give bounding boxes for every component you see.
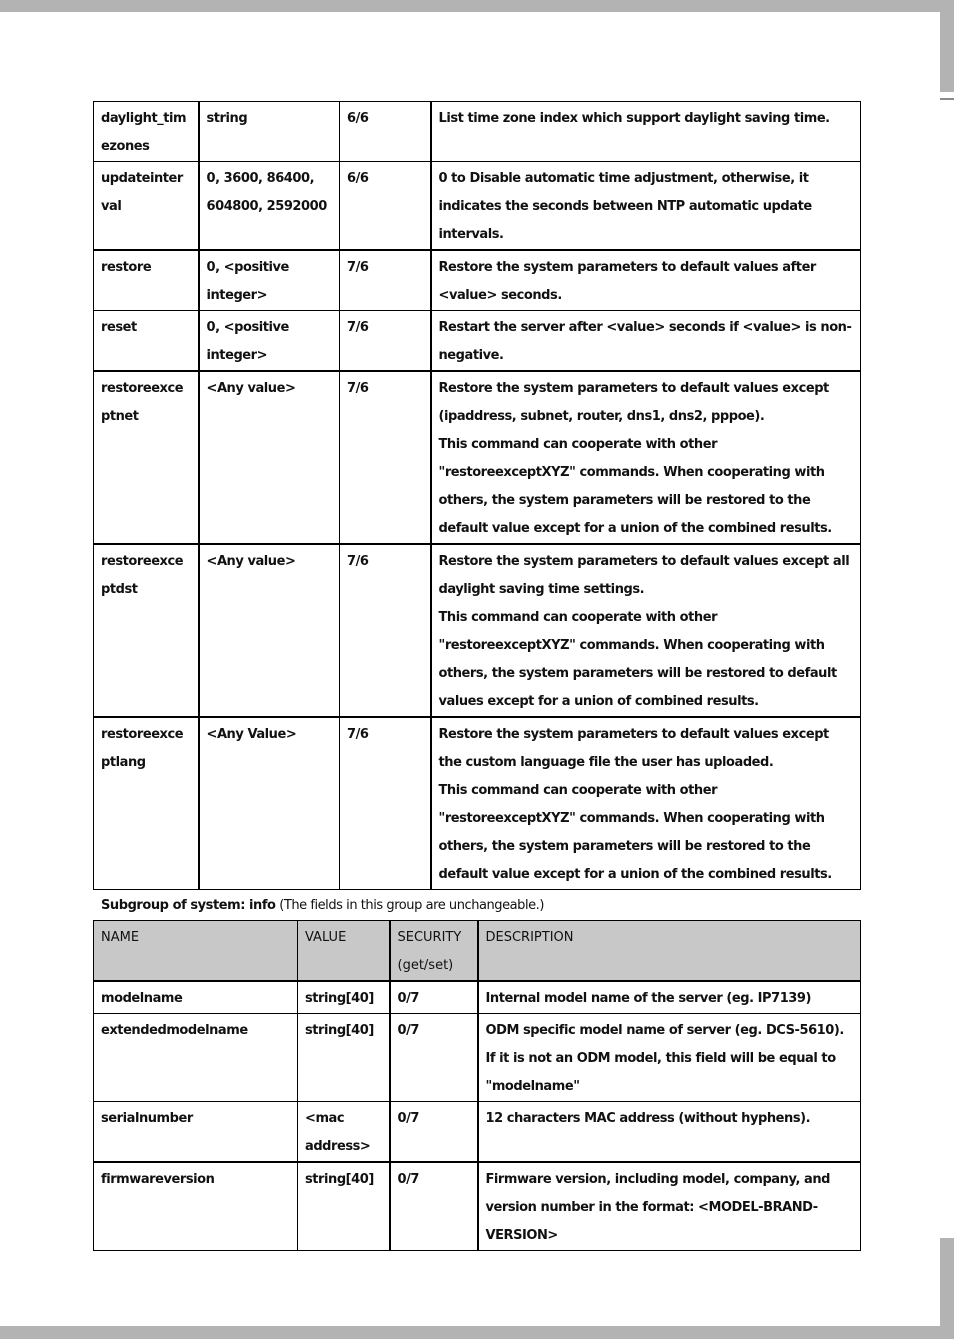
subgroup-label: Subgroup of system: info xyxy=(101,898,276,913)
description-line: Restore the system parameters to default values except all daylight saving time settings. xyxy=(438,554,850,597)
param-description: ODM specific model name of server (eg. DCS-5610). If it is not an ODM model, this field will be equal to "modelname" xyxy=(478,1014,861,1102)
table-row xyxy=(94,1162,861,1251)
param-name: restore xyxy=(94,250,199,311)
param-name: serialnumber xyxy=(94,1102,298,1163)
param-description: 12 characters MAC address (without hyphens). xyxy=(478,1102,861,1163)
page-frame-right-top xyxy=(940,12,954,92)
table-row xyxy=(94,1014,861,1102)
param-value: 0, 3600, 86400, 604800, 2592000 xyxy=(199,162,340,251)
param-security: 7/6 xyxy=(340,544,431,717)
param-name: extendedmodelname xyxy=(94,1014,298,1102)
param-name: restoreexceptnet xyxy=(94,371,199,544)
subgroup-heading xyxy=(101,895,544,917)
param-value: string[40] xyxy=(298,981,390,1014)
param-value: string[40] xyxy=(298,1162,390,1251)
param-description xyxy=(431,717,861,890)
table-row xyxy=(94,162,861,251)
param-security: 7/6 xyxy=(340,717,431,890)
param-security: 0/7 xyxy=(390,1102,478,1163)
param-name: updateinterval xyxy=(94,162,199,251)
system-info-table xyxy=(93,920,861,1251)
param-name: modelname xyxy=(94,981,298,1014)
param-name: restoreexceptdst xyxy=(94,544,199,717)
table-row xyxy=(94,371,861,544)
table-row xyxy=(94,102,861,162)
param-description: Restore the system parameters to default values after <value> seconds. xyxy=(431,250,861,311)
page-frame-right-bottom xyxy=(940,1238,954,1326)
param-description xyxy=(431,544,861,717)
param-value: <Any value> xyxy=(199,544,340,717)
param-security: 0/7 xyxy=(390,1162,478,1251)
table-row xyxy=(94,1102,861,1163)
page-frame-top xyxy=(0,0,954,12)
description-line: Restore the system parameters to default values except the custom language file the user has uploaded. xyxy=(438,727,829,770)
param-security: 6/6 xyxy=(340,162,431,251)
header-name: NAME xyxy=(94,921,298,982)
page-frame-bottom xyxy=(0,1326,954,1339)
table-header-row xyxy=(94,921,861,982)
page-frame-right-line xyxy=(940,98,954,100)
param-description xyxy=(431,371,861,544)
description-note: This command can cooperate with other "restoreexceptXYZ" commands. When cooperating with others, the system parameters will be restored to the default value except for a union of the combined results. xyxy=(438,783,832,882)
param-value: 0, <positive integer> xyxy=(199,311,340,372)
header-value: VALUE xyxy=(298,921,390,982)
param-description: Firmware version, including model, company, and version number in the format: <MODEL-BRAND-VERSION> xyxy=(478,1162,861,1251)
param-value: string[40] xyxy=(298,1014,390,1102)
param-description: Restart the server after <value> seconds if <value> is non-negative. xyxy=(431,311,861,372)
param-security: 7/6 xyxy=(340,371,431,544)
param-description: List time zone index which support daylight saving time. xyxy=(431,102,861,162)
param-value: 0, <positive integer> xyxy=(199,250,340,311)
param-security: 7/6 xyxy=(340,311,431,372)
param-value: <Any value> xyxy=(199,371,340,544)
header-security: SECURITY (get/set) xyxy=(390,921,478,982)
subgroup-note: (The fields in this group are unchangeable.) xyxy=(275,898,544,913)
description-note: This command can cooperate with other "restoreexceptXYZ" commands. When cooperating with others, the system parameters will be restored to default values except for a union of combined results. xyxy=(438,610,837,709)
param-value: string xyxy=(199,102,340,162)
description-note: This command can cooperate with other "restoreexceptXYZ" commands. When cooperating with others, the system parameters will be restored to the default value except for a union of the combined results. xyxy=(438,437,832,536)
param-name: firmwareversion xyxy=(94,1162,298,1251)
param-name: daylight_timezones xyxy=(94,102,199,162)
table-row xyxy=(94,544,861,717)
table-row xyxy=(94,250,861,311)
param-security: 7/6 xyxy=(340,250,431,311)
description-line: Restore the system parameters to default values except (ipaddress, subnet, router, dns1, dns2, pppoe). xyxy=(438,381,829,424)
param-name: restoreexceptlang xyxy=(94,717,199,890)
table-row xyxy=(94,981,861,1014)
system-parameters-table xyxy=(93,101,861,890)
table-row xyxy=(94,717,861,890)
table-row xyxy=(94,311,861,372)
param-security: 0/7 xyxy=(390,981,478,1014)
param-value: <Any Value> xyxy=(199,717,340,890)
param-value: <mac address> xyxy=(298,1102,390,1163)
header-description: DESCRIPTION xyxy=(478,921,861,982)
param-name: reset xyxy=(94,311,199,372)
param-description: 0 to Disable automatic time adjustment, otherwise, it indicates the seconds between NTP automatic update intervals. xyxy=(431,162,861,251)
param-description: Internal model name of the server (eg. IP7139) xyxy=(478,981,861,1014)
param-security: 0/7 xyxy=(390,1014,478,1102)
param-security: 6/6 xyxy=(340,102,431,162)
